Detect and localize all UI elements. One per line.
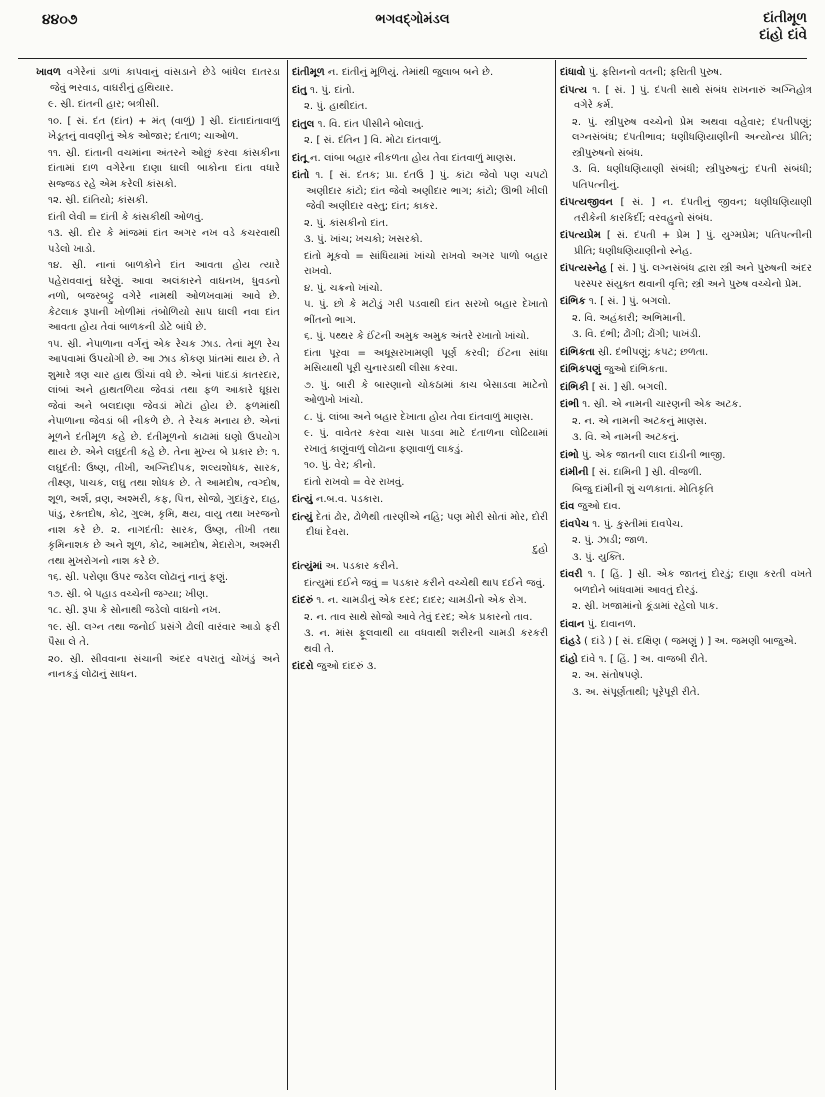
headword: દાંતૂ	[292, 152, 307, 164]
headword: દાંદરો	[292, 661, 314, 672]
dictionary-entry: ૧૧. સ્રી. દાંતાની વચમાંના અંતરને ઓછું કરવા કાંસકીના દાંતામાં દાળ વગેરેના દાણા ઘાલી બાકોના દાંતા વધારે સજ્જડ રહે એમ કરેલી કાંસકો.	[48, 147, 280, 190]
dictionary-entry: ૭. પું. બારી કે બારણાનો ચોકઠામાં કાચ બેસાડવા માટેનો ઓળુખો ખાંચો.	[304, 379, 548, 406]
dictionary-entry: દાંત્યુંમાં અ. પડકાર કરીને.	[292, 561, 399, 572]
headword: દાંવપેચ	[560, 518, 590, 530]
headword: દાંમીની	[560, 467, 589, 478]
column-right	[560, 63, 812, 701]
headword: દાંભી	[560, 399, 580, 410]
headword: દાંત્યુંમાં	[292, 561, 323, 572]
headword: દાંત્યું	[292, 494, 313, 505]
headword: દાંતો	[292, 170, 310, 181]
dictionary-entry: ૧૫. સ્રી. નેપાળાના વર્ગનું એક રેચક ઝાડ. તેનાં મૂળ રેચ આપવામાં ઉપયોગી છે. આ ઝાડ કોંકણ પ્રાંતમાં થાય છે. તે શુમારે ત્રણ ચાર હાથ ઊંચાં વધે છે. એનાં પાંદડાં કાતરદાર, લાંબાં અને હાથતળિયા જેવડાં તથા ફળ આકારે ઘૂઘરા જેવાં અને બલદાણા જેવડાં મોટાં હોય છે. ફળમાંથી નેપાળાના જેવડાં બી નીકળે છે. તે રેચક મનાય છે. એનાં મૂળને દંતીમૂળ કહે છે. દંતીમૂળનો કાઢામાં ઘણો ઉપયોગ થાય છે. એને લઘુદંતી કહે છે. તેના મુખ્ય બે પ્રકાર છે: ૧. લઘુદંતી: ઉષ્ણ, તીખી, અગ્નિદીપક, શલ્યશોધક, સારક, તીક્ષ્ણ, પાચક, લઘુ તથા શોધક છે. તે આમદોષ, ત્વગ્દોષ, શૂળ, અર્શ, વ્રણ, અશ્મરી, કફ, પિત્ત, સોજો, ગુદાંકુર, દાહ, પાંડુ, રક્તદોષ, કોઢ, ગુલ્મ, કૃમિ, ક્ષય, વાયુ તથા ખરજનો નાશ કરે છે. ૨. નાગદંતી: સારક, ઉષ્ણ, તીખી તથા કૃમિનાશક છે અને શૂળ, કોઢ, આમદોષ, મેદારોગ, અશ્મરી તથા મુખરોગનો નાશ કરે છે.	[48, 338, 280, 567]
headword: દાંવરી	[560, 569, 583, 580]
dictionary-entry: દાંતુ ૧. પું. દાંતો.	[292, 84, 355, 96]
dictionary-entry: ૬. પું. પથ્થર કે ઈંટની અમુક અમુક અંતરે રખાતો ખાંચો.	[304, 331, 530, 342]
dictionary-entry: દાંતીમૂળ ન. દાંતીનું મૂળિયું. તેમાંથી જુલાબ બને છે.	[292, 67, 494, 78]
dictionary-entry: ૫. પું. છો કે મટોડું ગરી પડવાથી દાંત સરખો બહાર દેખાતો ભીંતનો ભાગ.	[304, 299, 548, 326]
headword: દાંહડે	[560, 636, 581, 647]
dictionary-entry: દાંભો પું. એક જાતની લાલ દાંડીની ભાજી.	[560, 449, 726, 461]
dictionary-entry: દાંવાન પું. દાવાનળ.	[560, 618, 637, 630]
headword: દાંભિક	[560, 296, 586, 307]
dictionary-entry: દાંવ જુઓ દાવ.	[560, 501, 621, 512]
dictionary-entry: બિજુ દાંમીની શું ચળકાતાં. મોતિકૃતિ	[572, 483, 714, 495]
dictionary-entry: દુહો	[532, 543, 548, 555]
dictionary-entry: દાંભી ૧. સ્રી. એ નામની ચારણની એક અટક.	[560, 399, 742, 410]
column-left	[36, 63, 280, 684]
headword: દાંભિકપણું	[560, 364, 601, 375]
dictionary-entry: દાંપત્યસ્નેહ [ સં. ] પું. લગ્નસંબંધ દ્વારા સ્ત્રી અને પુરુષની અંદર પરસ્પર સંયુક્ત થવાની વૃત્તિ; સ્ત્રી અને પુરુષ વચ્ચેનો પ્રેમ.	[560, 263, 812, 290]
dictionary-entry: દાંભિકપણું જુઓ દાંભિકતા.	[560, 364, 668, 375]
dictionary-entry: ૨. ન. તાવ સાથે સોજો આવે તેવું દરદ; એક પ્રકારનો તાવ.	[304, 611, 533, 623]
dictionary-entry: દાંધાવો પું. ફરિાનનો વતની; ફરિાતી પુરુષ.	[560, 67, 723, 78]
dictionary-entry: ૧૭. સ્રી. બે પહાડ વચ્ચેની જગ્યા; ખીણ.	[48, 588, 209, 600]
dictionary-entry: ૨. પું. સ્ત્રીપુરુષ વચ્ચેનો પ્રેમ અથવા વહેવાર; દંપતીપણું; લગ્નસંબંધ; દંપતીભાવ; ધણીધણિયાણીની અન્યોન્ય પ્રીતિ; સ્ત્રીપુરુષનો સંબંધ.	[572, 116, 812, 159]
dictionary-entry: ૩. વિ. દંભી; ઢોંગી; ઢોંગી; પાખંડી.	[572, 329, 702, 340]
dictionary-entry: દાંપત્ય ૧. [ સં. ] પું. દંપતી સાથે સંબંધ રાખનારું અગ્નિહોત્ર વગેરે કર્મ.	[560, 84, 812, 111]
dictionary-entry: ૩. પું. યુક્તિ.	[572, 551, 625, 563]
guide-words	[759, 10, 807, 44]
dictionary-entry: દાંત્યું ન.બ.વ. પડકારા.	[292, 494, 384, 505]
column-divider-1	[287, 60, 288, 1090]
dictionary-entry: દાંહો દાંવે ૧. [ હિં. ] અ. વાજબી રીતે.	[560, 653, 708, 665]
dictionary-entry: દાંહડે ( દાંડે ) [ સં. દક્ષિણ ( જમણું ) ] અ. જમણી બાજુએ.	[560, 636, 797, 647]
dictionary-entry: દાંભિકી [ સં. ] સ્રી. બગલી.	[560, 381, 668, 393]
dictionary-entry: ૧૦. [ સં. દંત (દાંત) + મંત્ (વાળું) ] સ્રી. દાંતાદાંતાવાળું ખેડૂતનું વાવણીનું એક ઓજાર; દંતાળ; ચાઓળ.	[48, 115, 280, 142]
guide-word-last: દાંહો દાંવે	[759, 27, 807, 43]
dictionary-entry: ૮. પું. લાંબા અને બહાર દેખાતા હોય તેવા દાંતવાળું માણસ.	[304, 411, 534, 423]
dictionary-entry: ૩. વિ. ધણીધણિયાણી સંબંધી; સ્ત્રીપુરુષનું; દંપતી સંબંધી; પતિપત્નીનું.	[572, 164, 812, 191]
dictionary-entry: ૧૨. સ્રી. દાંતિયો; કાંસકી.	[48, 195, 149, 206]
headword: ખાવળ	[36, 67, 61, 78]
dictionary-entry: દાંતો ૧. [ સં. દંતક; પ્રા. દંતઉ ] પું. કાંટા જેવો પણ ચપટો અણીદાર કાંટો; દાંત જેવો અણીદાર ભાગ; કાંટો; ઊભી ખીલી જેવી અણીદાર વસ્તુ; દાંત; કાકર.	[292, 170, 548, 212]
headword: દાંવાન	[560, 618, 585, 630]
headword: દાંપત્યપ્રેમ	[560, 230, 601, 241]
dictionary-entry: ૧૪. સ્રી. નાનાં બાળકોને દાંત આવતા હોય ત્યારે પહેરાવવાનું ઘરેણું. આવા અલંકારને વાઘનખ, ધુવડનો નળો, બજરબટ્ટુ વગેરે નામથી ઓળખવામાં આવે છે. કેટલાક રૂપાની ખોળીમાં તંબોળિયો સાપ ઘાલી નવા દાંત આવતા હોય તેવાં બાળકની ડોટે બાંધે છે.	[48, 260, 280, 333]
dictionary-entry: ૩. વિ. એ નામની અટકનું.	[572, 432, 680, 443]
headword: દાંવ	[560, 501, 575, 512]
dictionary-entry: ૪. પું. ચક્રનો ખાંચો.	[304, 282, 383, 294]
dictionary-entry: દાંદરું ૧. ન. ચામડીનું એક દરદ; દાદર; ચામડીનો એક રોગ.	[292, 595, 527, 606]
headword: દાંત્યું	[292, 511, 313, 523]
dictionary-entry: ૩. અ. સંપૂર્ણતાથી; પૂરેપૂરી રીતે.	[572, 686, 700, 698]
dictionary-entry: ૩. પું. ખાંચ; ખચકો; ખસરકો.	[304, 234, 423, 245]
dictionary-entry: ૨. પું. ઝાડી; જાળ.	[572, 535, 649, 546]
headword: દાંતુલ	[292, 118, 315, 130]
dictionary-entry: ૧૯. સ્રી. લગ્ન તથા જનોઈ પ્રસંગે ઢોલી વારંવાર આડો ફરી પૈસા લે તે.	[48, 621, 280, 648]
dictionary-entry: ૩. ન. માંસ ફૂલવાથી યા વધવાથી શરીરની ચામડી કરકરી થવી તે.	[304, 628, 548, 655]
dictionary-entry: ૧૮. સ્રી. રૂપા કે સોનાથી જડેલો વાઘનો નખ.	[48, 605, 221, 616]
headword: દાંતુ	[292, 84, 307, 96]
headword: દાંદરું	[292, 595, 314, 606]
dictionary-entry: ૧૦. પું. વેર; કીનો.	[304, 460, 376, 471]
page-number: ૪૪૦૭	[42, 12, 78, 28]
dictionary-entry: દાંતો મૂકવો = સાંધિયામાં ખાંચો રાખવો અગર પાળો બહાર રાખવો.	[304, 250, 548, 277]
dictionary-entry: દાંવપેચ ૧. પું. કુસ્તીમાં દાવપેચ.	[560, 518, 684, 530]
dictionary-entry: ૨. ન. એ નામની અટકનું માણસ.	[572, 415, 708, 427]
dictionary-entry: ૨૦. સ્રી. સીવવાના સંચાની અંદર વપરાતું ચોખંડું અને નાનકડું લોઢાનું સાધન.	[48, 653, 280, 680]
dictionary-entry: દાંપત્યપ્રેમ [ સં. દંપતી + પ્રેમ ] પું. યુગ્મપ્રેમ; પતિપત્નીની પ્રીતિ; ધણીધણિયાણીનો સ્નેહ.	[560, 230, 812, 257]
dictionary-entry: ખાવળ વગેરેનાં ડાળાં કાપવાનું વાંસડાને છેડે બાંધેલ દાતરડા જેવું ભરવાડ, વાઘરીનું હથિયાર.	[36, 67, 280, 94]
dictionary-entry: ૨. પું. હાથીદાંત.	[304, 101, 368, 112]
dictionary-entry: દાંદરો જુઓ દાંદરું ૩.	[292, 661, 377, 672]
running-title: ભગવદ્ગોમંડલ	[375, 12, 450, 27]
dictionary-entry: ૨. [ સં. દંતિન ] વિ. મોટા દાંતવાળું.	[304, 135, 442, 146]
column-middle	[292, 63, 548, 676]
dictionary-entry: દાંમીની [ સં. દામિની ] સ્રી. વીજળી.	[560, 467, 702, 478]
headword: દાંહો	[560, 653, 578, 665]
dictionary-entry: દાંપત્યજીવન [ સં. ] ન. દંપતીનું જીવન; ધણીધણિયાણી તરીકેની કારકિર્દી; વરવહુનો સંબંધ.	[560, 197, 812, 224]
dictionary-entry: ૯. પું. વાવેતર કરવા ચાસ પાડવા માટે દંતાળના લોઢિયામાં રખાતું કાણુંવાળું લોઢાના ફણાવાળું લાકડું.	[304, 428, 548, 455]
dictionary-entry: દાંતૂ ન. લાંબા બહાર નીકળતા હોય તેવા દાંતવાળું માણસ.	[292, 152, 517, 164]
dictionary-entry: દાંતો રાખવો = વેર રાખવું.	[304, 476, 405, 488]
dictionary-entry: ૯. સ્રી. દાંતની હાર; બત્રીસી.	[48, 99, 160, 110]
dictionary-entry: ૨. પું. કાંસકીનો દાંત.	[304, 217, 389, 229]
dictionary-entry: દાંભિક ૧. [ સં. ] પું. બગલો.	[560, 296, 671, 307]
dictionary-entry: દાંતા પૂરવા = અધૂસરખામણી પૂર્ણ કરવી; ઈંટના સાંધા મસિયાથી પૂરી ચુનારડાથી લીસા કરવા.	[304, 347, 548, 374]
dictionary-entry: ૨. વિ. અહંકારી; અભિમાની.	[572, 312, 686, 324]
dictionary-entry: ૧૩. સ્રી. દોર કે માંજમાં દાંત અગર નખ વડે કચરવાથી પડેલો ખાડો.	[48, 228, 280, 255]
header-rule	[18, 58, 807, 59]
dictionary-entry: ૨. અ. સંતોષપણે.	[572, 670, 644, 681]
dictionary-entry: દાંત્યું દેતાં ઢોર, ઢોળેથી તારણીએ નહિ; પણ મોરી સોતાં મોર, દોરી દીધાં દેવરા.	[292, 511, 548, 538]
dictionary-entry: ૨. સ્રી. ખજામાંનો કૂંડામાં રહેલો પાક.	[572, 601, 719, 612]
headword: દાંતીમૂળ	[292, 67, 325, 78]
headword: દાંભો	[560, 449, 579, 461]
dictionary-entry: ૧૬. સ્રી. પરોણા ઉપર જડેલ લોઢાનું નાનું ફણું.	[48, 572, 229, 583]
headword: દાંભિકતા	[560, 346, 595, 358]
headword: દાંપત્યસ્નેહ	[560, 263, 607, 274]
page-header	[0, 0, 825, 60]
dictionary-entry: દાંતુલ ૧. વિ. દાંત પીસીને બોલાતું.	[292, 118, 424, 130]
dictionary-entry: દાંભિકતા સ્રી. દંભીપણું; કપટ; છળતા.	[560, 346, 709, 358]
dictionary-entry: દાંતી લેવી = દાંતી કે કાંસકીથી ઓળવું.	[48, 211, 204, 223]
dictionary-entry: દાંત્યુમાં દઈને જવું = પડકાર કરીને વચ્ચેથી થાપ દઈને જવું.	[304, 577, 546, 589]
guide-word-first: દાંતીમૂળ	[763, 10, 807, 26]
headword: દાંપત્ય	[560, 84, 588, 96]
headword: દાંભિકી	[560, 381, 589, 393]
headword: દાંધાવો	[560, 67, 586, 78]
dictionary-entry: દાંવરી ૧. [ હિં. ] સ્રી. એક જાતનું દોરડું; દાણા કરતી વખતે બળદોને બાંધવામાં આવતું દોરડું.	[560, 569, 812, 596]
headword: દાંપત્યજીવન	[560, 197, 613, 208]
column-divider-2	[555, 60, 556, 1090]
